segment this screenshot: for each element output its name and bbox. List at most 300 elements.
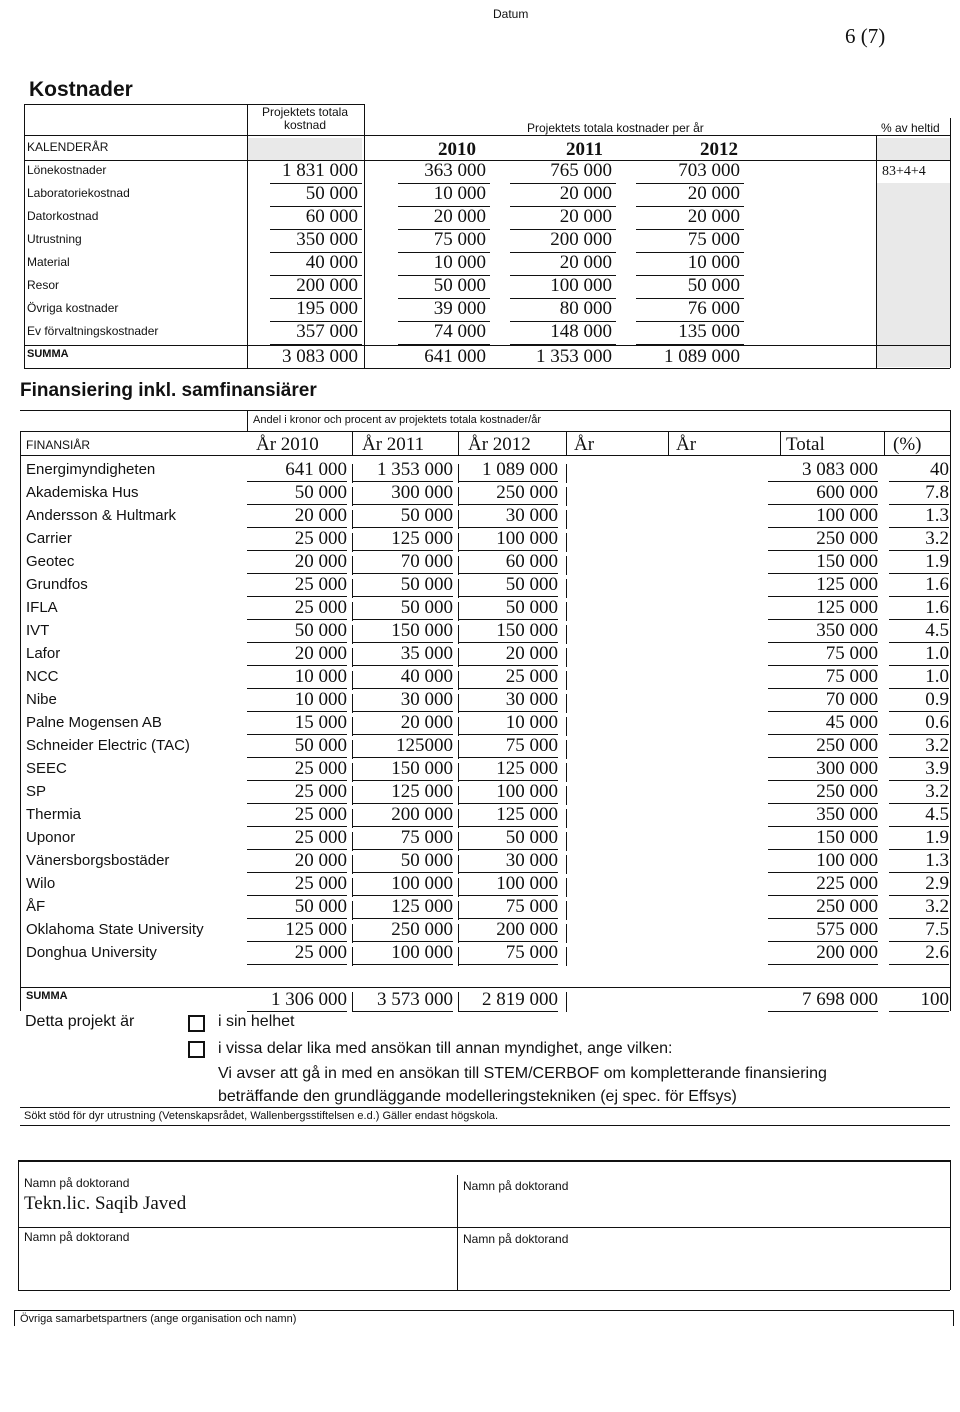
cell-divider <box>458 579 459 598</box>
finance-summa-label: SUMMA <box>26 990 68 1002</box>
fin-summa-pct: 100 <box>889 989 949 1012</box>
fin-cell-y2011: 50 000 <box>353 574 453 597</box>
fin-cell-total: 250 000 <box>768 896 878 919</box>
doctoral-name-1[interactable]: Tekn.lic. Saqib Javed <box>24 1193 187 1214</box>
year-2010-header: 2010 <box>438 139 476 160</box>
cost-cell-y2012: 75 000 <box>687 229 740 250</box>
cost-row-label: Övriga kostnader <box>27 301 119 315</box>
cell-divider <box>566 992 567 1012</box>
cell-divider <box>352 786 353 805</box>
shade-block <box>876 138 950 160</box>
fin-cell-y2012: 50 000 <box>458 827 558 850</box>
cost-cell-y2012: 703 000 <box>678 160 740 181</box>
project-label: Detta projekt är <box>25 1013 135 1030</box>
col-per-year-header: Projektets totala kostnader per år <box>527 121 704 135</box>
shade-block <box>247 138 362 160</box>
option-whole-label: i sin helhet <box>218 1013 295 1030</box>
fin-cell-y2012: 100 000 <box>458 873 558 896</box>
cost-cell-y2011: 148 000 <box>550 321 612 342</box>
fin-cell-y2011: 250 000 <box>353 919 453 942</box>
finance-row-name: SP <box>26 783 47 800</box>
cell-divider <box>566 924 567 943</box>
cell-divider <box>352 924 353 943</box>
fin-cell-y2012: 30 000 <box>458 689 558 712</box>
fin-cell-total: 350 000 <box>768 804 878 827</box>
cost-cell-y2010: 20 000 <box>433 206 486 227</box>
cost-cell-y2012: 135 000 <box>678 321 740 342</box>
cost-summa-y2012: 1 089 000 <box>664 346 740 367</box>
fin-cell-y2010: 50 000 <box>247 735 347 758</box>
cell-divider <box>352 487 353 506</box>
col-pct-header: % av heltid <box>881 121 940 135</box>
cell-underline <box>510 344 616 345</box>
cost-cell-total: 357 000 <box>296 321 358 342</box>
cell-divider <box>458 763 459 782</box>
cell-divider <box>352 464 353 483</box>
cost-cell-total: 60 000 <box>305 206 358 227</box>
header-divider <box>458 431 459 455</box>
costs-title: Kostnader <box>29 78 133 101</box>
fin-cell-pct: 40 <box>889 459 949 482</box>
cost-row-label: Utrustning <box>27 232 82 246</box>
cell-divider <box>352 556 353 575</box>
fin-cell-pct: 1.6 <box>889 597 949 620</box>
fin-cell-y2010: 25 000 <box>247 781 347 804</box>
cost-cell-y2012: 20 000 <box>687 183 740 204</box>
finance-row-name: Grundfos <box>26 576 88 593</box>
cost-row-label: Resor <box>27 278 60 292</box>
cell-divider <box>566 855 567 874</box>
cell-divider <box>458 510 459 529</box>
fin-cell-pct: 7.8 <box>889 482 949 505</box>
fin-cell-pct: 1.9 <box>889 827 949 850</box>
fin-cell-y2012: 60 000 <box>458 551 558 574</box>
finance-year-row-label: FINANSIÅR <box>26 438 91 452</box>
fin-cell-y2012: 30 000 <box>458 850 558 873</box>
fin-cell-total: 100 000 <box>768 850 878 873</box>
fin-cell-y2010: 25 000 <box>247 574 347 597</box>
fin-cell-y2011: 30 000 <box>353 689 453 712</box>
fin-cell-y2010: 20 000 <box>247 551 347 574</box>
cost-cell-total: 350 000 <box>296 229 358 250</box>
cost-summa-label: SUMMA <box>27 348 69 360</box>
fin-cell-y2010: 20 000 <box>247 850 347 873</box>
fin-cell-total: 150 000 <box>768 827 878 850</box>
cost-cell-y2011: 20 000 <box>559 252 612 273</box>
fin-cell-total: 45 000 <box>768 712 878 735</box>
fin-cell-y2011: 70 000 <box>353 551 453 574</box>
fin-col-header: Total <box>786 434 825 455</box>
cost-row-label: Material <box>27 255 70 269</box>
option-partial-label: i vissa delar lika med ansökan till annan myndighet, ange vilken: <box>218 1040 673 1057</box>
cell-divider <box>566 832 567 851</box>
fin-cell-total: 225 000 <box>768 873 878 896</box>
fin-cell-pct: 7.5 <box>889 919 949 942</box>
equipment-note: Sökt stöd för dyr utrustning (Vetenskapsrådet, Wallenbergsstiftelsen e.d.) Gäller endast högskola. <box>24 1110 499 1122</box>
finance-row-name: Lafor <box>26 645 61 662</box>
cell-divider <box>352 740 353 759</box>
fin-cell-y2010: 20 000 <box>247 643 347 666</box>
page-number: 6 (7) <box>845 24 886 48</box>
fin-cell-y2010: 50 000 <box>247 620 347 643</box>
cell-divider <box>352 533 353 552</box>
checkbox-partial[interactable] <box>188 1041 205 1058</box>
cell-divider <box>352 809 353 828</box>
fin-cell-pct: 1.3 <box>889 505 949 528</box>
fin-cell-total: 125 000 <box>768 574 878 597</box>
fin-cell-y2011: 300 000 <box>353 482 453 505</box>
cell-divider <box>566 648 567 667</box>
finance-row-name: Oklahoma State University <box>26 921 204 938</box>
cell-divider <box>352 602 353 621</box>
finance-row-name: Schneider Electric (TAC) <box>26 737 190 754</box>
partners-label: Övriga samarbetspartners (ange organisation och namn) <box>20 1313 297 1325</box>
fin-cell-y2012: 10 000 <box>458 712 558 735</box>
fin-cell-y2012: 75 000 <box>458 735 558 758</box>
header-divider <box>566 431 567 455</box>
fin-cell-pct: 3.2 <box>889 896 949 919</box>
year-2011-header: 2011 <box>566 139 603 160</box>
fin-cell-y2012: 250 000 <box>458 482 558 505</box>
cost-cell-y2010: 50 000 <box>433 275 486 296</box>
cell-divider <box>566 763 567 782</box>
cost-cell-y2011: 80 000 <box>559 298 612 319</box>
cell-divider <box>352 510 353 529</box>
cost-row-label: Laboratoriekostnad <box>27 186 130 200</box>
cell-divider <box>566 671 567 690</box>
cell-divider <box>566 579 567 598</box>
finance-row-name: Nibe <box>26 691 57 708</box>
cost-cell-y2011: 765 000 <box>550 160 612 181</box>
cost-cell-y2011: 20 000 <box>559 183 612 204</box>
fin-cell-y2010: 25 000 <box>247 528 347 551</box>
cell-divider <box>458 740 459 759</box>
cost-cell-y2012: 50 000 <box>687 275 740 296</box>
fin-cell-total: 250 000 <box>768 735 878 758</box>
cell-divider <box>352 625 353 644</box>
cell-divider <box>458 533 459 552</box>
cost-summa-y2011: 1 353 000 <box>536 346 612 367</box>
cost-cell-y2012: 76 000 <box>687 298 740 319</box>
fin-cell-pct: 1.3 <box>889 850 949 873</box>
fin-cell-total: 250 000 <box>768 781 878 804</box>
cost-cell-total: 1 831 000 <box>282 160 358 181</box>
fin-cell-total: 300 000 <box>768 758 878 781</box>
finance-row-name: Thermia <box>26 806 82 823</box>
fin-cell-y2010: 25 000 <box>247 827 347 850</box>
cost-row-label: Ev förvaltningskostnader <box>27 324 159 338</box>
fin-cell-y2011: 100 000 <box>353 942 453 965</box>
cost-cell-total: 40 000 <box>305 252 358 273</box>
fin-cell-y2011: 125000 <box>353 735 453 758</box>
header-divider <box>668 431 669 455</box>
header-divider <box>884 431 885 455</box>
cell-divider <box>566 694 567 713</box>
fin-cell-pct: 0.6 <box>889 712 949 735</box>
cell-divider <box>458 625 459 644</box>
fin-cell-y2011: 125 000 <box>353 896 453 919</box>
fin-cell-y2012: 50 000 <box>458 574 558 597</box>
cell-divider <box>458 878 459 897</box>
cell-underline <box>398 344 490 345</box>
cell-divider <box>458 694 459 713</box>
fin-cell-y2012: 150 000 <box>458 620 558 643</box>
year-row-label: KALENDERÅR <box>27 140 109 154</box>
fin-cell-y2012: 100 000 <box>458 781 558 804</box>
fin-cell-total: 75 000 <box>768 666 878 689</box>
cell-divider <box>352 832 353 851</box>
cell-divider <box>458 556 459 575</box>
fin-cell-y2010: 15 000 <box>247 712 347 735</box>
fin-cell-total: 575 000 <box>768 919 878 942</box>
fin-cell-pct: 1.0 <box>889 666 949 689</box>
cost-cell-y2010: 10 000 <box>433 183 486 204</box>
fin-cell-y2011: 50 000 <box>353 850 453 873</box>
cost-cell-y2010: 74 000 <box>433 321 486 342</box>
header-divider <box>352 431 353 455</box>
cell-divider <box>566 947 567 966</box>
fin-cell-y2011: 40 000 <box>353 666 453 689</box>
fin-cell-y2011: 75 000 <box>353 827 453 850</box>
datum-label: Datum <box>493 7 529 21</box>
finance-row-name: SEEC <box>26 760 67 777</box>
cost-cell-y2012: 20 000 <box>687 206 740 227</box>
cost-summa-y2010: 641 000 <box>424 346 486 367</box>
financing-title: Finansiering inkl. samfinansiärer <box>20 380 317 401</box>
cell-divider <box>566 464 567 483</box>
cell-divider <box>566 717 567 736</box>
cell-divider <box>458 855 459 874</box>
doctoral-label-4: Namn på doktorand <box>463 1232 569 1246</box>
cell-divider <box>458 464 459 483</box>
fin-cell-pct: 0.9 <box>889 689 949 712</box>
fin-cell-total: 150 000 <box>768 551 878 574</box>
finance-row-name: Andersson & Hultmark <box>26 507 177 524</box>
fin-cell-pct: 2.9 <box>889 873 949 896</box>
header-divider <box>780 431 781 455</box>
fin-cell-y2012: 20 000 <box>458 643 558 666</box>
cost-cell-y2012: 10 000 <box>687 252 740 273</box>
fin-cell-y2011: 150 000 <box>353 758 453 781</box>
fin-cell-y2010: 25 000 <box>247 758 347 781</box>
cell-divider <box>352 992 353 1012</box>
fin-cell-pct: 1.6 <box>889 574 949 597</box>
fin-cell-y2012: 25 000 <box>458 666 558 689</box>
cell-divider <box>352 947 353 966</box>
cell-divider <box>458 947 459 966</box>
fin-cell-y2010: 10 000 <box>247 666 347 689</box>
cell-divider <box>566 510 567 529</box>
cell-divider <box>566 625 567 644</box>
cell-divider <box>352 901 353 920</box>
cell-underline <box>270 344 362 345</box>
cell-divider <box>458 809 459 828</box>
fin-cell-total: 200 000 <box>768 942 878 965</box>
fin-cell-total: 350 000 <box>768 620 878 643</box>
cell-divider <box>566 901 567 920</box>
fin-cell-pct: 3.2 <box>889 735 949 758</box>
fin-col-header: År <box>574 434 595 455</box>
fin-cell-total: 600 000 <box>768 482 878 505</box>
fin-cell-y2012: 75 000 <box>458 896 558 919</box>
cell-divider <box>566 740 567 759</box>
cost-row-label: Datorkostnad <box>27 209 99 223</box>
cost-cell-y2010: 75 000 <box>433 229 486 250</box>
cell-divider <box>458 671 459 690</box>
cost-cell-y2010: 363 000 <box>424 160 486 181</box>
fin-cell-y2010: 50 000 <box>247 482 347 505</box>
fin-cell-y2010: 125 000 <box>247 919 347 942</box>
fin-cell-pct: 4.5 <box>889 804 949 827</box>
cell-divider <box>566 556 567 575</box>
shade-block <box>876 183 950 367</box>
cell-divider <box>566 533 567 552</box>
cell-divider <box>352 717 353 736</box>
cell-divider <box>458 648 459 667</box>
finance-row-name: Wilo <box>26 875 56 892</box>
fin-cell-pct: 4.5 <box>889 620 949 643</box>
cell-divider <box>458 992 459 1012</box>
cell-divider <box>352 579 353 598</box>
fin-cell-total: 3 083 000 <box>768 459 878 482</box>
cell-divider <box>458 786 459 805</box>
cell-divider <box>566 809 567 828</box>
cell-divider <box>458 602 459 621</box>
fin-cell-pct: 1.0 <box>889 643 949 666</box>
fin-cell-total: 100 000 <box>768 505 878 528</box>
fin-cell-y2012: 1 089 000 <box>458 459 558 482</box>
fin-cell-y2011: 50 000 <box>353 505 453 528</box>
cost-cell-total: 50 000 <box>305 183 358 204</box>
fin-cell-total: 250 000 <box>768 528 878 551</box>
cell-divider <box>566 602 567 621</box>
fin-cell-y2011: 50 000 <box>353 597 453 620</box>
fin-cell-pct: 3.9 <box>889 758 949 781</box>
fin-cell-y2010: 25 000 <box>247 942 347 965</box>
finance-row-name: Uponor <box>26 829 76 846</box>
cell-divider <box>352 671 353 690</box>
finance-row-name: Donghua University <box>26 944 157 961</box>
fin-cell-y2011: 125 000 <box>353 528 453 551</box>
header-divider <box>20 455 950 456</box>
fin-cell-y2011: 125 000 <box>353 781 453 804</box>
finance-row-name: Carrier <box>26 530 72 547</box>
cost-cell-y2011: 100 000 <box>550 275 612 296</box>
fin-cell-pct: 3.2 <box>889 781 949 804</box>
finance-row-name: Geotec <box>26 553 75 570</box>
financing-subheader: Andel i kronor och procent av projektets totala kostnader/år <box>253 414 541 426</box>
cost-cell-y2010: 39 000 <box>433 298 486 319</box>
fin-cell-y2012: 125 000 <box>458 804 558 827</box>
fin-cell-y2012: 200 000 <box>458 919 558 942</box>
cost-row-label: Lönekostnader <box>27 163 107 177</box>
cell-divider <box>458 717 459 736</box>
fin-cell-y2012: 125 000 <box>458 758 558 781</box>
finance-row-name: IFLA <box>26 599 58 616</box>
cell-divider <box>566 487 567 506</box>
finance-row-name: Vänersborgsbostäder <box>26 852 170 869</box>
cell-divider <box>352 763 353 782</box>
fin-cell-y2012: 30 000 <box>458 505 558 528</box>
fin-cell-pct: 2.6 <box>889 942 949 965</box>
cell-divider <box>566 786 567 805</box>
fin-col-header: År 2010 <box>256 434 319 455</box>
fin-cell-y2010: 20 000 <box>247 505 347 528</box>
fin-cell-y2011: 100 000 <box>353 873 453 896</box>
cost-cell-y2011: 20 000 <box>559 206 612 227</box>
cost-summa-total: 3 083 000 <box>282 346 358 367</box>
fin-cell-y2010: 10 000 <box>247 689 347 712</box>
fin-col-header: År 2012 <box>468 434 531 455</box>
fin-cell-pct: 1.9 <box>889 551 949 574</box>
project-note-line2: beträffande den grundläggande modelleringstekniken (ej spec. för Effsys) <box>218 1088 737 1105</box>
cell-divider <box>458 832 459 851</box>
doctoral-label-3: Namn på doktorand <box>24 1230 130 1244</box>
fin-cell-total: 125 000 <box>768 597 878 620</box>
doctoral-label-2: Namn på doktorand <box>463 1179 569 1193</box>
cost-cell-y2011: 200 000 <box>550 229 612 250</box>
fin-cell-y2011: 150 000 <box>353 620 453 643</box>
cell-divider <box>566 878 567 897</box>
cost-row-pct: 83+4+4 <box>882 164 926 179</box>
fin-cell-y2012: 75 000 <box>458 942 558 965</box>
cell-underline <box>636 344 744 345</box>
finance-row-name: Energimyndigheten <box>26 461 156 478</box>
fin-cell-y2011: 35 000 <box>353 643 453 666</box>
fin-cell-y2011: 20 000 <box>353 712 453 735</box>
year-2012-header: 2012 <box>700 139 738 160</box>
fin-col-header: År <box>676 434 697 455</box>
fin-cell-total: 75 000 <box>768 643 878 666</box>
cost-cell-total: 195 000 <box>296 298 358 319</box>
fin-cell-total: 70 000 <box>768 689 878 712</box>
cell-divider <box>458 924 459 943</box>
fin-cell-y2012: 100 000 <box>458 528 558 551</box>
cell-divider <box>458 487 459 506</box>
fin-cell-y2010: 641 000 <box>247 459 347 482</box>
finance-row-name: Palne Mogensen AB <box>26 714 162 731</box>
cell-divider <box>458 901 459 920</box>
fin-cell-y2010: 25 000 <box>247 804 347 827</box>
col-total-header: Projektets totala kostnad <box>261 105 349 132</box>
fin-summa-y2011: 3 573 000 <box>353 989 453 1012</box>
project-note-line1: Vi avser att gå in med en ansökan till STEM/CERBOF om kompletterande finansiering <box>218 1065 827 1082</box>
fin-cell-y2011: 1 353 000 <box>353 459 453 482</box>
finance-row-name: NCC <box>26 668 59 685</box>
fin-cell-y2010: 25 000 <box>247 597 347 620</box>
fin-summa-y2012: 2 819 000 <box>458 989 558 1012</box>
cell-divider <box>352 694 353 713</box>
fin-cell-y2010: 50 000 <box>247 896 347 919</box>
finance-row-name: Akademiska Hus <box>26 484 139 501</box>
fin-col-header: År 2011 <box>362 434 425 455</box>
fin-summa-total: 7 698 000 <box>768 989 878 1012</box>
fin-cell-y2010: 25 000 <box>247 873 347 896</box>
doctoral-label-1: Namn på doktorand <box>24 1176 130 1190</box>
fin-col-header: (%) <box>893 434 922 455</box>
cell-divider <box>352 648 353 667</box>
cell-divider <box>352 878 353 897</box>
checkbox-whole[interactable] <box>188 1015 205 1032</box>
cost-cell-y2010: 10 000 <box>433 252 486 273</box>
cell-divider <box>352 855 353 874</box>
fin-cell-pct: 3.2 <box>889 528 949 551</box>
finance-row-name: ÅF <box>26 898 46 915</box>
finance-row-name: IVT <box>26 622 50 639</box>
fin-summa-y2010: 1 306 000 <box>247 989 347 1012</box>
cost-cell-total: 200 000 <box>296 275 358 296</box>
fin-cell-y2012: 50 000 <box>458 597 558 620</box>
